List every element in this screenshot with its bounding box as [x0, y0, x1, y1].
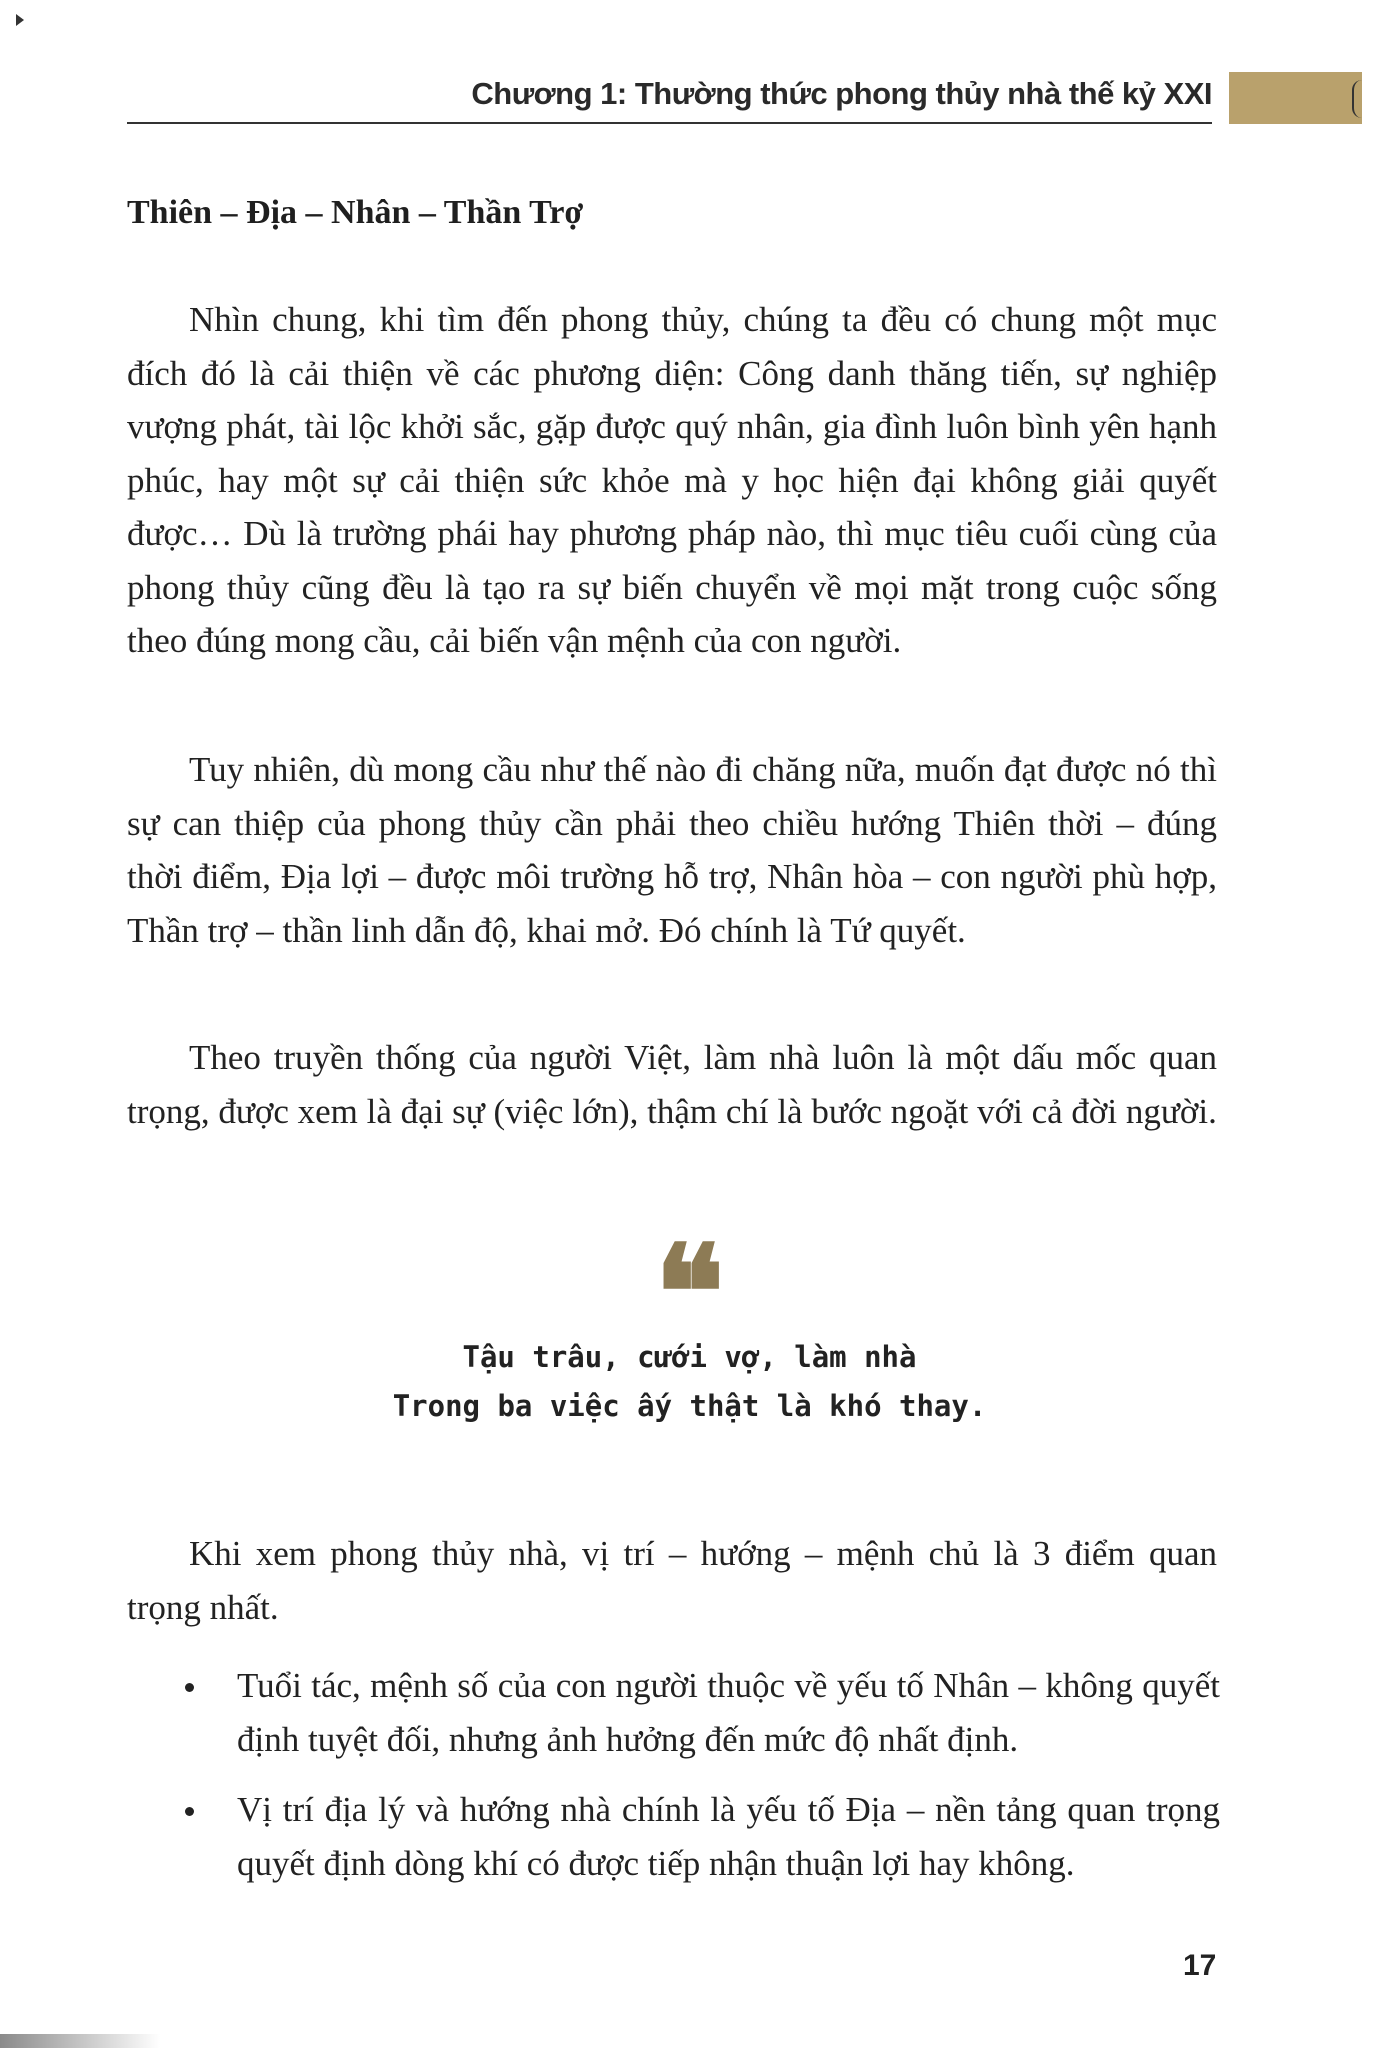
bullet-icon — [185, 1683, 194, 1692]
scan-edge-shadow — [0, 2034, 160, 2048]
bullet-list — [127, 1659, 1220, 1907]
body-paragraph: Tuy nhiên, dù mong cầu như thế nào đi chăng nữa, muốn đạt được nó thì sự can thiệp của phong thủy cần phải theo chiều hướng Thiên thời – đúng thời điểm, Địa lợi – được môi trường hỗ trợ, Nhân hòa – con người phù hợp, Thần trợ – thần linh dẫn độ, khai mở. Đó chính là Tứ quyết. — [127, 750, 1217, 950]
running-header — [127, 60, 1212, 124]
body-paragraph: Nhìn chung, khi tìm đến phong thủy, chúng ta đều có chung một mục đích đó là cải thiện về các phương diện: Công danh thăng tiến, sự nghiệp vượng phát, tài lộc khởi sắc, gặp được quý nhân, gia đình luôn bình yên hạnh phúc, hay một sự cải thiện sức khỏe mà y học hiện đại không giải quyết được… Dù là trường phái hay phương pháp nào, thì mục tiêu cuối cùng của phong thủy cũng đều là tạo ra sự biến chuyển về mọi mặt trong cuộc sống theo đúng mong cầu, cải biến vận mệnh của con người. — [127, 300, 1217, 660]
list-item-text: Vị trí địa lý và hướng nhà chính là yếu tố Địa – nền tảng quan trọng quyết định dòng khí có được tiếp nhận thuận lợi hay không. — [237, 1790, 1220, 1883]
chapter-tab-decoration — [1229, 72, 1362, 124]
body-paragraph: Khi xem phong thủy nhà, vị trí – hướng – mệnh chủ là 3 điểm quan trọng nhất. — [127, 1534, 1217, 1627]
list-item-text: Tuổi tác, mệnh số của con người thuộc về yếu tố Nhân – không quyết định tuyệt đối, nhưng ảnh hưởng đến mức độ nhất định. — [237, 1666, 1220, 1759]
chapter-tab-curl-decoration — [1352, 80, 1364, 118]
bullet-icon — [185, 1807, 194, 1816]
page-number: 17 — [1183, 1949, 1217, 1982]
body-paragraph: Theo truyền thống của người Việt, làm nhà luôn là một dấu mốc quan trọng, được xem là đại sự (việc lớn), thậm chí là bước ngoặt với cả đời người. — [127, 1038, 1217, 1131]
quote-line: Trong ba việc ấy thật là khó thay. — [392, 1389, 987, 1423]
quote-mark-icon: ❝ — [654, 1216, 725, 1369]
section-title: Thiên – Địa – Nhân – Thần Trợ — [127, 194, 584, 231]
list-item — [127, 1783, 1220, 1890]
list-item — [127, 1659, 1220, 1766]
chapter-title: Chương 1: Thường thức phong thủy nhà thế kỷ XXI — [471, 76, 1212, 111]
quote-line: Tậu trâu, cưới vợ, làm nhà — [462, 1340, 917, 1374]
corner-mark — [16, 14, 24, 26]
